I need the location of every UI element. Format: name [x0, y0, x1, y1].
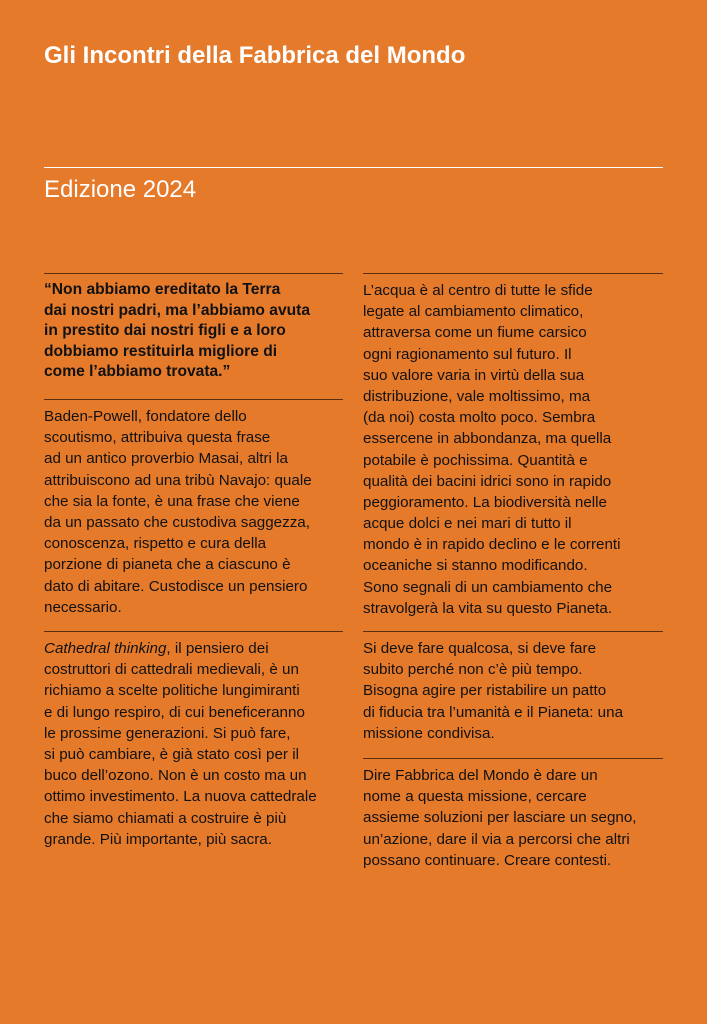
- quote-line: “Non abbiamo ereditato la Terra: [44, 281, 281, 298]
- text-line: grande. Più importante, più sacra.: [44, 830, 272, 848]
- header-divider: [44, 167, 663, 168]
- text-line: Dire Fabbrica del Mondo è dare un: [363, 767, 598, 784]
- text-line: possano continuare. Creare contesti.: [363, 851, 612, 869]
- text-line: ad un antico proverbio Masai, altri la: [44, 450, 288, 468]
- text-line: L’acqua è al centro di tutte le sfide: [363, 282, 593, 299]
- text-line: richiamo a scelte politiche lungimiranti: [44, 682, 300, 700]
- quote-line: in prestito dai nostri figli e a loro: [44, 322, 286, 340]
- text-line: legate al cambiamento climatico,: [363, 303, 584, 321]
- right-paragraph-1: [363, 280, 621, 619]
- text-line: necessario.: [44, 598, 122, 616]
- text-line: stravolgerà la vita su questo Pianeta.: [363, 599, 613, 617]
- text-line: buco dell’ozono. Non è un costo ma un: [44, 767, 307, 785]
- text-line: assieme soluzioni per lasciare un segno,: [363, 809, 637, 827]
- quote-line: dai nostri padri, ma l’abbiamo avuta: [44, 301, 311, 319]
- right-divider-bottom: [363, 758, 663, 759]
- text-line: oceaniche si stanno modificando.: [363, 557, 588, 575]
- cathedral-thinking-term: Cathedral thinking: [44, 640, 167, 657]
- text-line: dato di abitare. Custodisce un pensiero: [44, 577, 308, 595]
- text-line: conoscenza, rispetto e cura della: [44, 535, 267, 553]
- quote-line: come l’abbiamo trovata.”: [44, 363, 231, 381]
- text-line: peggioramento. La biodiversità nelle: [363, 493, 608, 511]
- text-line: attraversa come un fiume carsico: [363, 324, 587, 342]
- text-line: che siamo chiamati a costruire è più: [44, 809, 287, 827]
- text-line: scoutismo, attribuiva questa frase: [44, 429, 271, 447]
- text-line: Si deve fare qualcosa, si deve fare: [363, 640, 597, 657]
- text-line: mondo è in rapido declino e le correnti: [363, 536, 621, 554]
- text-line: costruttori di cattedrali medievali, è un: [44, 661, 299, 679]
- text-line: attribuiscono ad una tribù Navajo: quale: [44, 471, 312, 489]
- text-line: Baden-Powell, fondatore dello: [44, 408, 247, 425]
- edition-label: Edizione 2024: [44, 176, 197, 203]
- text-line: porzione di pianeta che a ciascuno è: [44, 556, 291, 574]
- text-line: si può cambiare, è già stato così per il: [44, 745, 299, 763]
- text-line: da un passato che custodiva saggezza,: [44, 513, 310, 531]
- left-divider-middle: [44, 631, 343, 632]
- right-paragraph-2: [363, 638, 623, 744]
- text-line: suo valore varia in virtù della sua: [363, 366, 585, 384]
- right-divider-middle: [363, 631, 663, 632]
- text-line: le prossime generazioni. Si può fare,: [44, 724, 291, 742]
- text-fragment: , il pensiero dei: [166, 640, 269, 657]
- text-line: essercene in abbondanza, ma quella: [363, 430, 612, 448]
- text-line: e di lungo respiro, di cui beneficeranno: [44, 703, 305, 721]
- text-line: [44, 638, 317, 659]
- text-line: missione condivisa.: [363, 724, 495, 742]
- text-line: di fiducia tra l’umanità e il Pianeta: una: [363, 703, 624, 721]
- text-line: nome a questa missione, cercare: [363, 788, 587, 806]
- right-divider-top: [363, 273, 663, 274]
- text-line: distribuzione, vale moltissimo, ma: [363, 387, 591, 405]
- quote-line: dobbiamo restituirla migliore di: [44, 342, 278, 360]
- text-line: qualità dei bacini idrici sono in rapido: [363, 472, 612, 490]
- text-line: ogni ragionamento sul futuro. Il: [363, 345, 572, 363]
- text-line: Bisogna agire per ristabilire un patto: [363, 682, 607, 700]
- text-line: acque dolci e nei mari di tutto il: [363, 515, 572, 533]
- text-line: un’azione, dare il via a percorsi che altri: [363, 830, 630, 848]
- left-paragraph-2: [44, 638, 317, 850]
- text-line: che sia la fonte, è una frase che viene: [44, 492, 300, 510]
- text-line: Sono segnali di un cambiamento che: [363, 578, 613, 596]
- page-title: Gli Incontri della Fabbrica del Mondo: [44, 42, 466, 69]
- left-divider-top: [44, 273, 343, 274]
- left-divider-quote: [44, 399, 343, 400]
- text-line: (da noi) costa molto poco. Sembra: [363, 409, 596, 427]
- text-line: subito perché non c’è più tempo.: [363, 661, 583, 679]
- text-line: potabile è pochissima. Quantità e: [363, 451, 588, 469]
- right-paragraph-3: [363, 765, 637, 871]
- left-paragraph-1: [44, 406, 312, 618]
- text-line: ottimo investimento. La nuova cattedrale: [44, 788, 317, 806]
- quote-block: [44, 280, 310, 383]
